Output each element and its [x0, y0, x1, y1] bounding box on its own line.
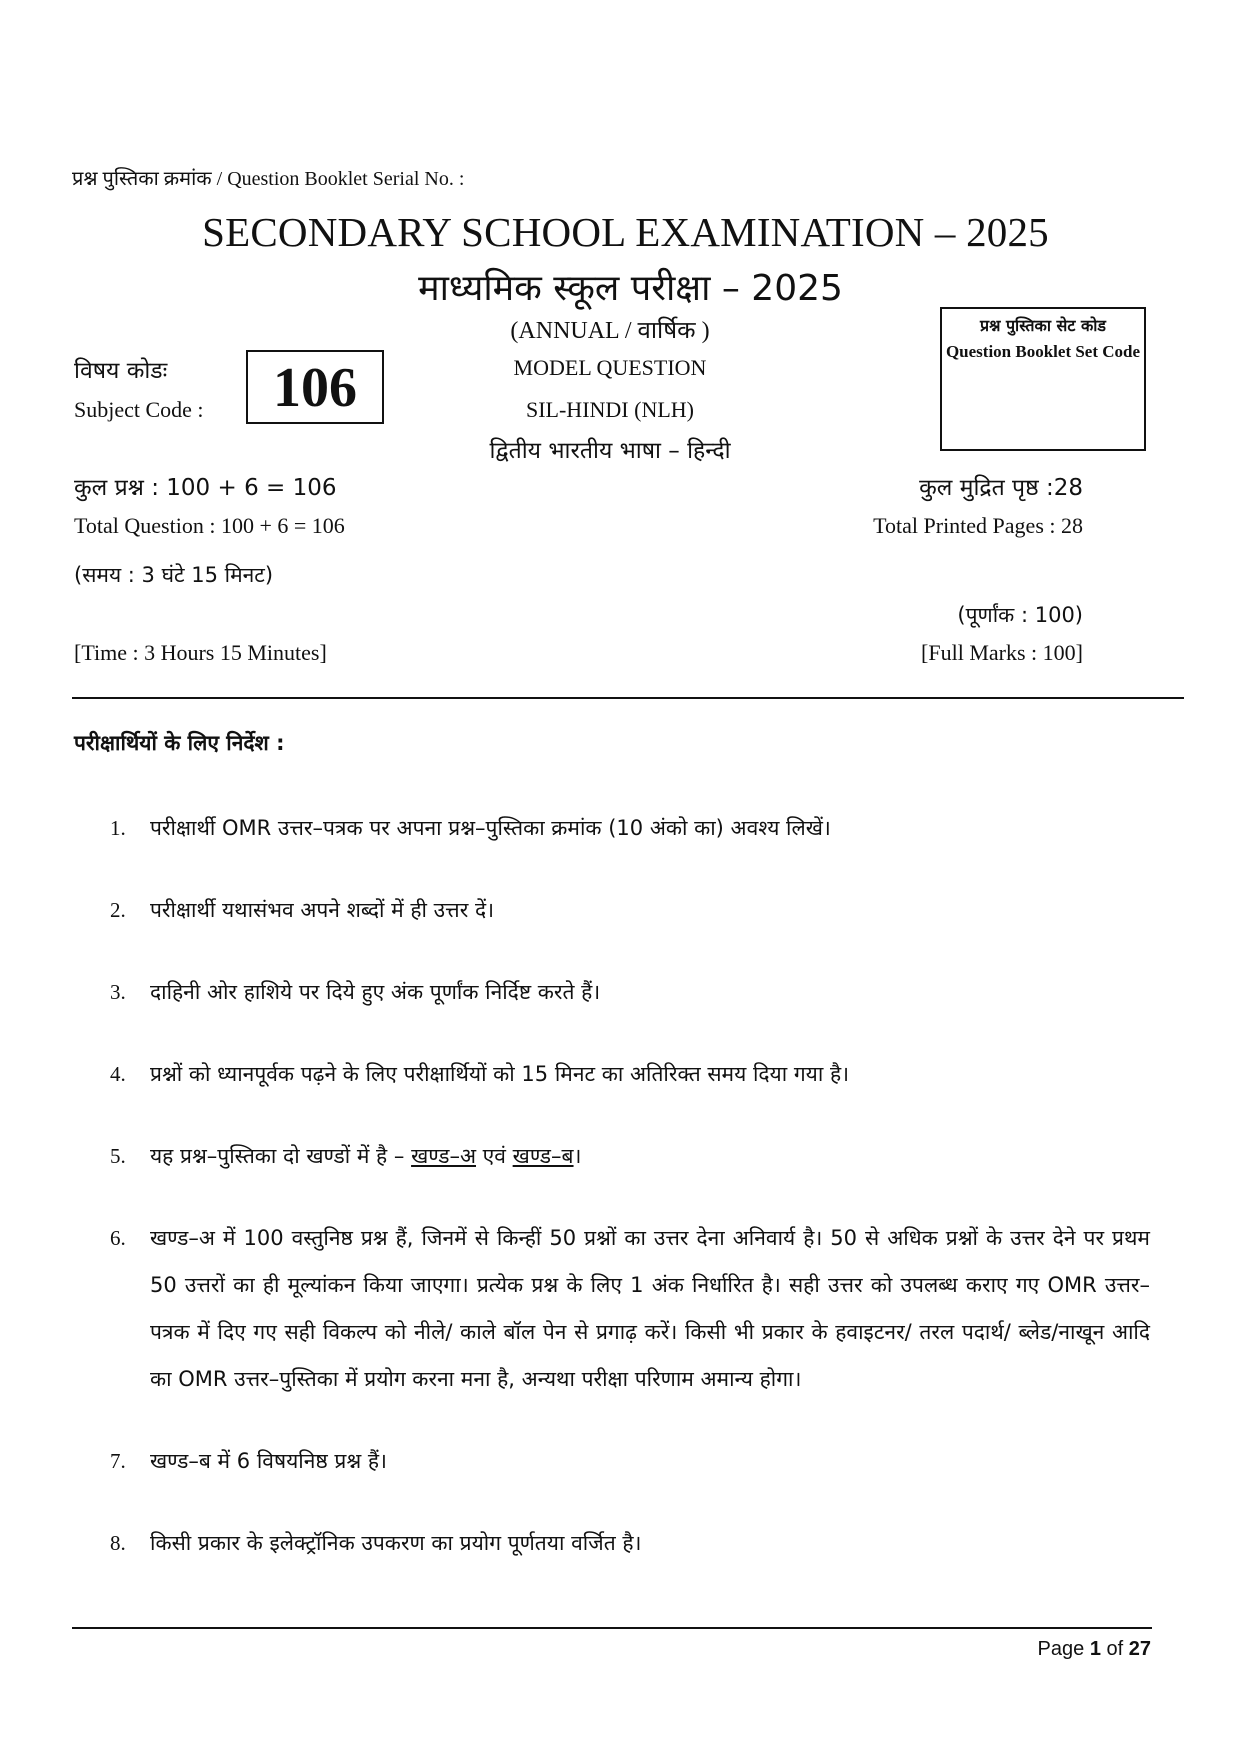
item-number: 7. [110, 1449, 126, 1473]
full-marks-hindi: (पूर्णांक : 100) [957, 603, 1083, 627]
instruction-item [110, 1133, 1150, 1180]
instruction-item [110, 1051, 1150, 1098]
item-text: प्रश्नों को ध्यानपूर्वक पढ़ने के लिए परीक्षार्थियों को 15 मिनट का अतिरिक्त समय दिया गया है। [150, 1062, 850, 1086]
page-current: 1 [1089, 1638, 1101, 1660]
header-divider [72, 697, 1184, 699]
page-total: 27 [1128, 1638, 1151, 1660]
section-b-label: खण्ड–ब [512, 1144, 574, 1168]
item-number: 8. [110, 1531, 126, 1555]
subject-code-label-hindi: विषय कोडः [74, 358, 168, 384]
time-hindi: (समय : 3 घंटे 15 मिनट) [74, 563, 274, 587]
time-english: [Time : 3 Hours 15 Minutes] [74, 640, 327, 665]
instructions-heading: परीक्षार्थियों के लिए निर्देश : [74, 731, 285, 755]
item-text: परीक्षार्थी यथासंभव अपने शब्दों में ही उत्तर दें। [150, 898, 495, 922]
set-code-box [940, 307, 1146, 451]
item-number: 5. [110, 1144, 126, 1168]
item-text: परीक्षार्थी OMR उत्तर–पत्रक पर अपना प्रश्न–पुस्तिका क्रमांक (10 अंको का) अवश्य लिखें। [150, 816, 831, 840]
subject-name: SIL-HINDI (NLH) [525, 397, 694, 422]
page-word: Page [1037, 1638, 1085, 1660]
instructions-list [110, 805, 1150, 1567]
total-pages-english: Total Printed Pages : 28 [873, 513, 1083, 538]
footer-divider [72, 1627, 1152, 1629]
instruction-item [110, 1520, 1150, 1567]
section-a-label: खण्ड–अ [411, 1144, 476, 1168]
item-text-pre: यह प्रश्न–पुस्तिका दो खण्डों में है – [150, 1144, 412, 1168]
instruction-item [110, 1438, 1150, 1485]
subject-code-box: 106 [246, 350, 384, 424]
model-question-label: MODEL QUESTION [513, 355, 707, 380]
subject-code-label-english: Subject Code : [74, 397, 204, 422]
total-pages-hindi: कुल मुद्रित पृष्ठ :28 [919, 475, 1083, 501]
item-number: 4. [110, 1062, 126, 1086]
exam-type: (ANNUAL / वार्षिक ) [510, 318, 710, 344]
subject-name-hindi: द्वितीय भारतीय भाषा – हिन्दी [489, 438, 731, 464]
page-number [1038, 1638, 1151, 1661]
instruction-item [110, 887, 1150, 934]
item-text-post: । [573, 1144, 582, 1168]
item-number: 3. [110, 980, 126, 1004]
set-code-label-hindi: प्रश्न पुस्तिका सेट कोड [979, 316, 1106, 335]
booklet-serial-label: प्रश्न पुस्तिका क्रमांक / Question Booklet Serial No. : [72, 168, 465, 190]
instruction-item [110, 805, 1150, 852]
item-text: खण्ड–ब में 6 विषयनिष्ठ प्रश्न हैं। [150, 1449, 387, 1473]
total-questions-english: Total Question : 100 + 6 = 106 [74, 513, 345, 538]
total-questions-hindi: कुल प्रश्न : 100 + 6 = 106 [74, 475, 337, 501]
item-text: किसी प्रकार के इलेक्ट्रॉनिक उपकरण का प्रयोग पूर्णतया वर्जित है। [150, 1531, 642, 1555]
item-number: 2. [110, 898, 126, 922]
full-marks-english: [Full Marks : 100] [921, 640, 1083, 665]
item-text: खण्ड–अ में 100 वस्तुनिष्ठ प्रश्न हैं, जिनमें से किन्हीं 50 प्रश्नों का उत्तर देना अनिवार्य है। 50 से अधिक प्रश्नों के उत्तर देने पर प्रथम 50 उत्तरों का ही मूल्यांकन किया जाएगा। प्रत्येक प्रश्न के लिए 1 अंक निर्धारित है। सही उत्तर को उपलब्ध कराए गए OMR उत्तर–पत्रक में दिए गए सही विकल्प को नीले/ काले बॉल पेन से प्रगाढ़ करें। किसी भी प्रकार के हवाइटनर/ तरल पदार्थ/ ब्लेड/नाखून आदि का OMR उत्तर–पुस्तिका में प्रयोग करना मना है, अन्यथा परीक्षा परिणाम अमान्य होगा। [150, 1226, 1150, 1391]
item-text-mid: एवं [476, 1144, 513, 1168]
item-number: 1. [110, 816, 126, 840]
item-text: दाहिनी ओर हाशिये पर दिये हुए अंक पूर्णांक निर्दिष्ट करते हैं। [150, 980, 601, 1004]
item-number: 6. [110, 1226, 126, 1250]
exam-title-hindi: माध्यमिक स्कूल परीक्षा – 2025 [418, 268, 843, 309]
instruction-item [110, 1215, 1150, 1403]
of-word: of [1106, 1638, 1124, 1660]
instruction-item [110, 969, 1150, 1016]
set-code-label-english: Question Booklet Set Code [945, 342, 1141, 361]
exam-title-english: SECONDARY SCHOOL EXAMINATION – 2025 [202, 209, 1049, 255]
